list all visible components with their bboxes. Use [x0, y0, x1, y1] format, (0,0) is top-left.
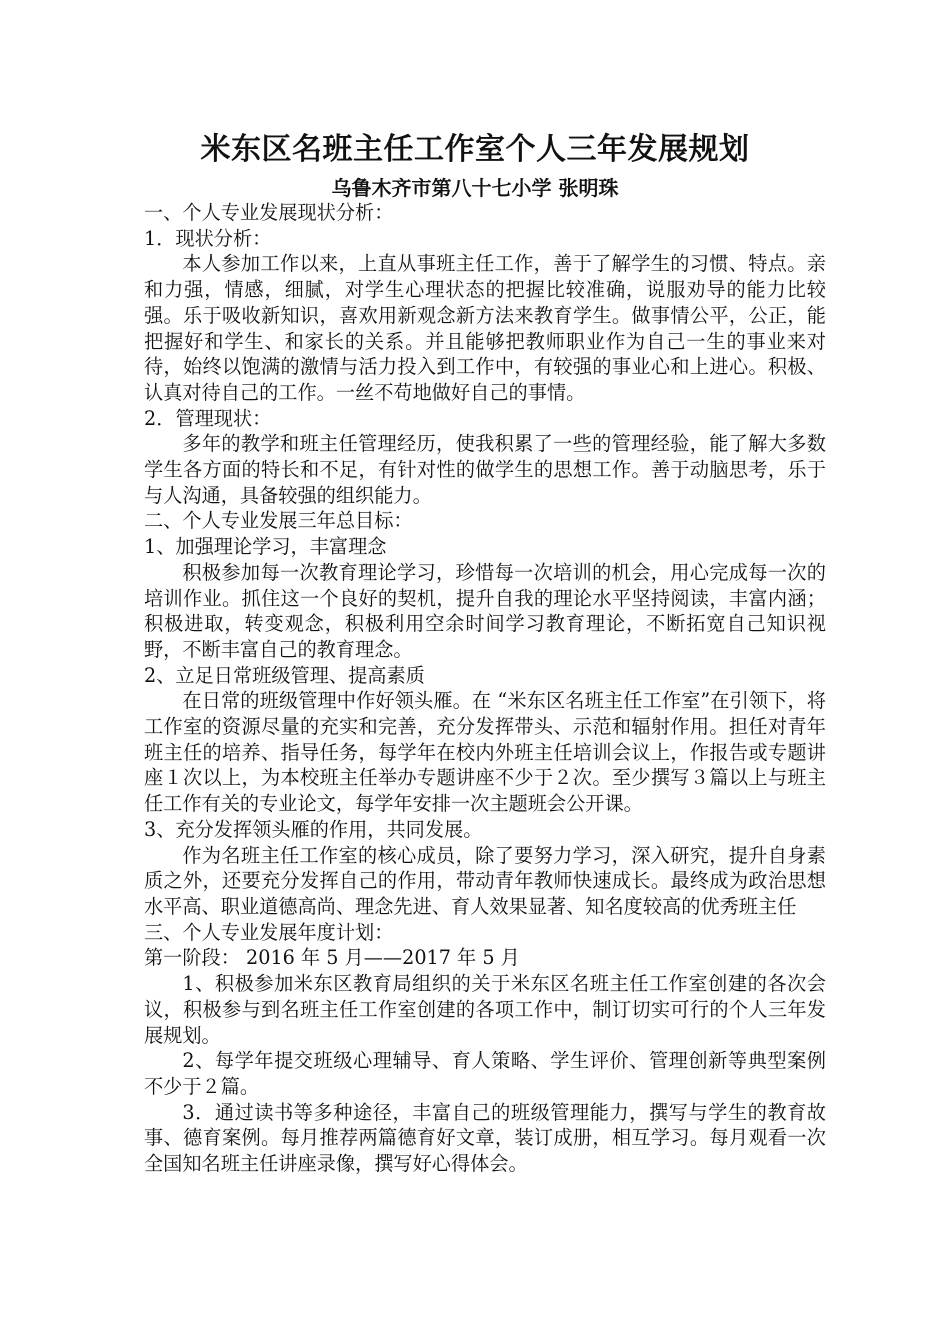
body-paragraph: 作为名班主任工作室的核心成员，除了要努力学习，深入研究，提升自身素质之外，还要充分发挥自己的作用，带动青年教师快速成长。最终成为政治思想水平高、职业道德高尚、理念先进、育人效果显著、知名度较高的优秀班主任 [144, 843, 826, 918]
section-heading: 一、个人专业发展现状分析： [144, 201, 394, 224]
document-body [144, 200, 826, 1177]
body-paragraph: 2、每学年提交班级心理辅导、育人策略、学生评价、管理创新等典型案例不少于２篇。 [144, 1049, 826, 1098]
body-paragraph: 本人参加工作以来，上直从事班主任工作，善于了解学生的习惯、特点。亲和力强，情感，细腻，对学生心理状态的把握比较准确，说服劝导的能力比较强。乐于吸收新知识，喜欢用新观念新方法来教育学生。做事情公平，公正，能把握好和学生、和家长的关系。并且能够把教师职业作为自己一生的事业来对待，始终以饱满的激情与活力投入到工作中，有较强的事业心和上进心。积极、认真对待自己的工作。一丝不苟地做好自己的事情。 [144, 252, 826, 404]
body-paragraph: 3．通过读书等多种途径，丰富自己的班级管理能力，撰写与学生的教育故事、德育案例。每月推荐两篇德育好文章，装订成册，相互学习。每月观看一次全国知名班主任讲座录像，撰写好心得体会。 [144, 1100, 826, 1176]
subsection-heading: 1．现状分析： [144, 226, 272, 250]
subsection-heading: 1、加强理论学习，丰富理念 [144, 535, 387, 559]
stage-heading: 第一阶段： 2016 年 5 月——2017 年 5 月 [144, 946, 520, 970]
subsection-heading: 2．管理现状： [144, 406, 272, 430]
author-line: 乌鲁木齐市第八十七小学 张明珠 [331, 176, 619, 200]
subsection-heading: 2、立足日常班级管理、提高素质 [144, 663, 425, 687]
document-title: 米东区名班主任工作室个人三年发展规划 [200, 132, 750, 167]
section-heading: 三、个人专业发展年度计划： [144, 920, 394, 944]
section-heading: 二、个人专业发展三年总目标： [144, 509, 413, 533]
body-paragraph: 1、积极参加米东区教育局组织的关于米东区名班主任工作室创建的各次会议，积极参与到名班主任工作室创建的各项工作中，制订切实可行的个人三年发展规划。 [144, 972, 826, 1047]
body-paragraph: 积极参加每一次教育理论学习，珍惜每一次培训的机会，用心完成每一次的培训作业。抓住这一个良好的契机，提升自我的理论水平坚持阅读，丰富内涵；积极进取，转变观念，积极利用空余时间学习教育理论，不断拓宽自己知识视野，不断丰富自己的教育理念。 [144, 560, 826, 661]
body-paragraph: 在日常的班级管理中作好领头雁。在 “米东区名班主任工作室”在引领下，将工作室的资源尽量的充实和完善，充分发挥带头、示范和辐射作用。担任对青年班主任的培养、指导任务，每学年在校内外班主任培训会议上，作报告或专题讲座１次以上，为本校班主任举办专题讲座不少于２次。至少撰写３篇以上与班主任工作有关的专业论文，每学年安排一次主题班会公开课。 [144, 689, 826, 816]
subsection-heading: 3、充分发挥领头雁的作用，共同发展。 [144, 817, 483, 841]
body-paragraph: 多年的教学和班主任管理经历，使我积累了一些的管理经验，能了解大多数学生各方面的特长和不足，有针对性的做学生的思想工作。善于动脑思考，乐于与人沟通，具备较强的组织能力。 [144, 432, 826, 507]
